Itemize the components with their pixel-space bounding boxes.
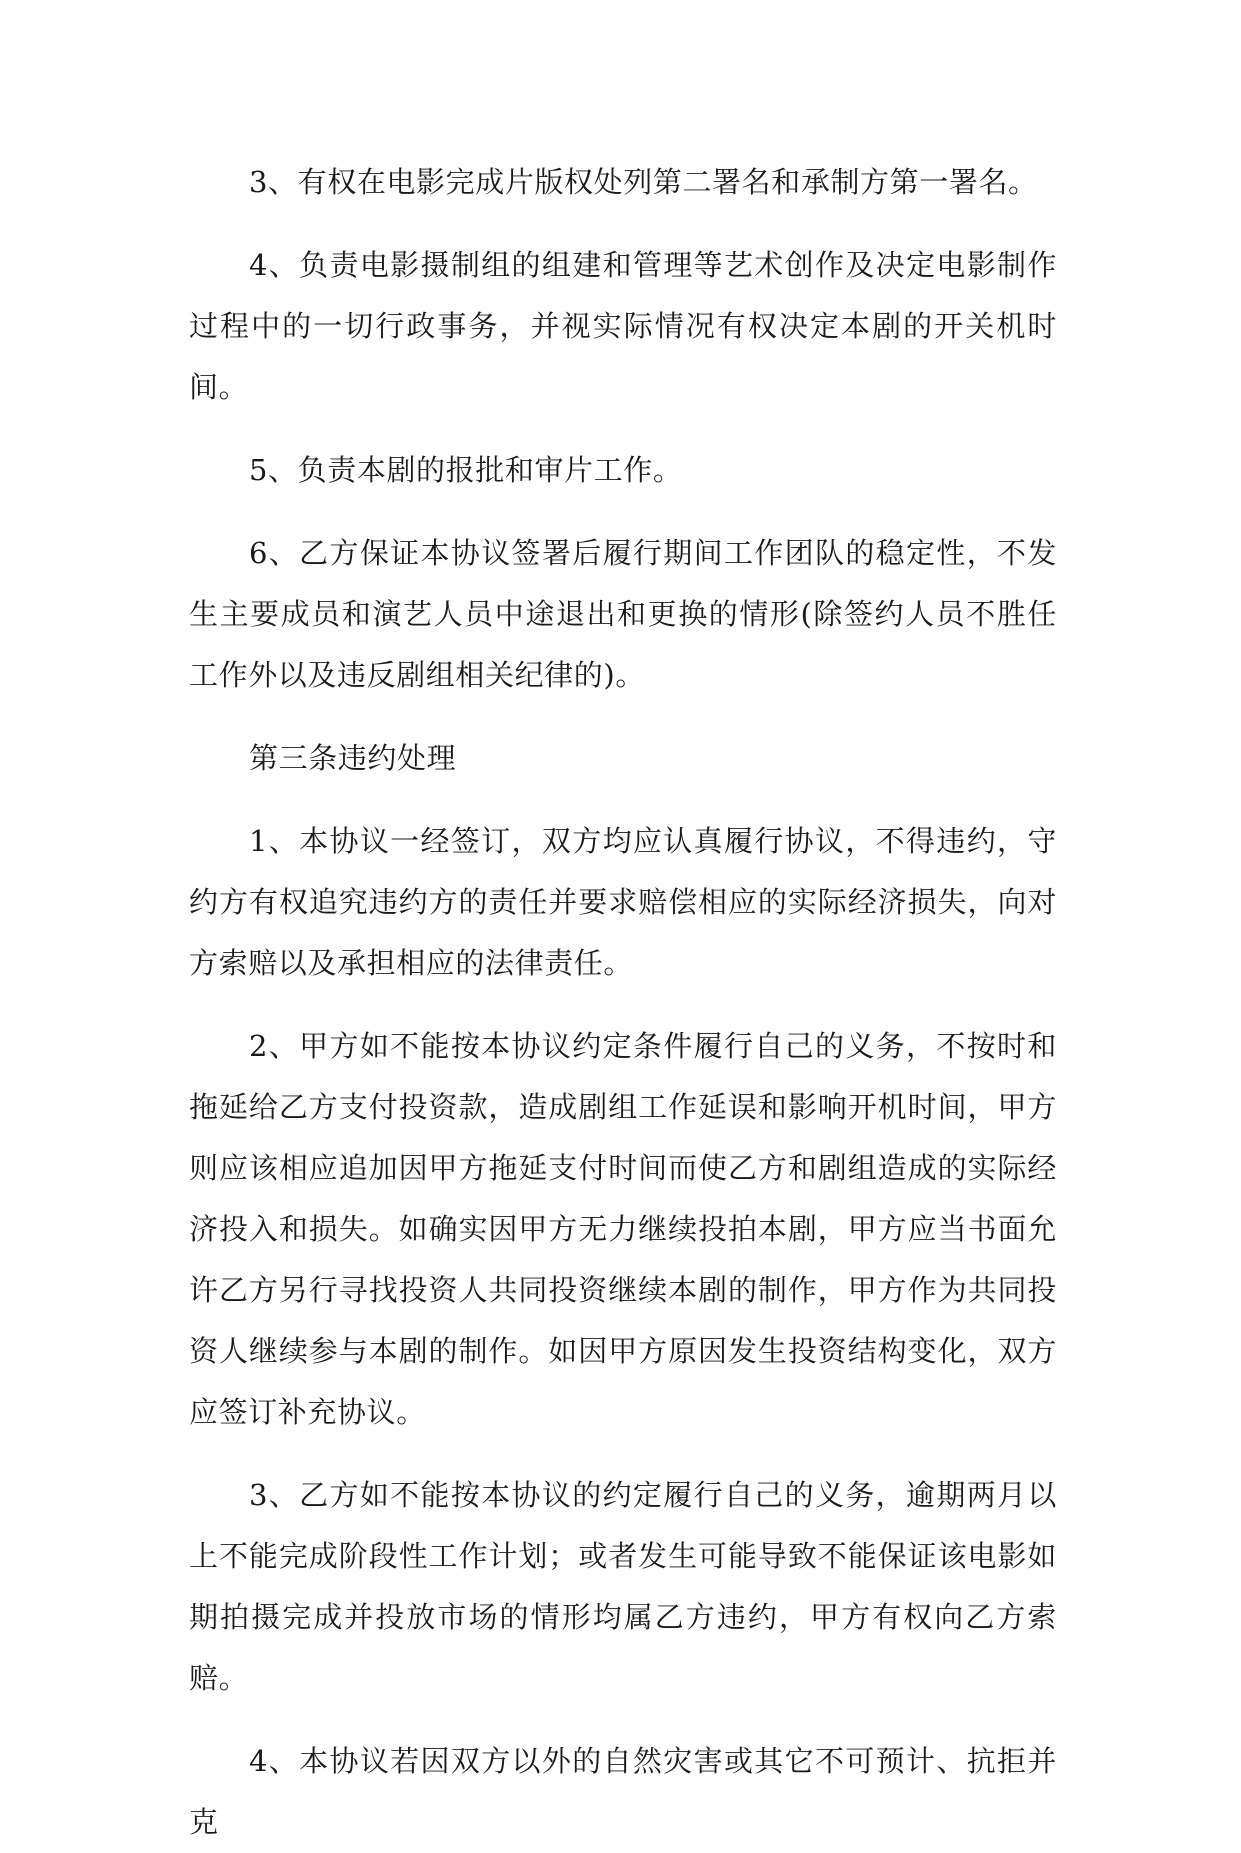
paragraph-clause-4: 4、负责电影摄制组的组建和管理等艺术创作及决定电影制作过程中的一切行政事务，并视实际情况有权决定本剧的开关机时间。 bbox=[189, 248, 1057, 404]
paragraph-breach-1: 1、本协议一经签订，双方均应认真履行协议，不得违约，守约方有权追究违约方的责任并要求赔偿相应的实际经济损失，向对方索赔以及承担相应的法律责任。 bbox=[189, 824, 1057, 980]
paragraph-breach-3: 3、乙方如不能按本协议的约定履行自己的义务，逾期两月以上不能完成阶段性工作计划；或者发生可能导致不能保证该电影如期拍摄完成并投放市场的情形均属乙方违约，甲方有权向乙方索赔。 bbox=[189, 1478, 1057, 1695]
paragraph-clause-6: 6、乙方保证本协议签署后履行期间工作团队的稳定性，不发生主要成员和演艺人员中途退出和更换的情形(除签约人员不胜任工作外以及违反剧组相关纪律的)。 bbox=[189, 536, 1057, 692]
section-heading-article-3: 第三条违约处理 bbox=[249, 741, 457, 775]
paragraph-breach-4: 4、本协议若因双方以外的自然灾害或其它不可预计、抗拒并克 bbox=[189, 1744, 1057, 1839]
paragraph-clause-5: 5、负责本剧的报批和审片工作。 bbox=[249, 453, 683, 487]
document-body bbox=[189, 152, 1057, 1853]
paragraph-breach-2: 2、甲方如不能按本协议约定条件履行自己的义务，不按时和拖延给乙方支付投资款，造成剧组工作延误和影响开机时间，甲方则应该相应追加因甲方拖延支付时间而使乙方和剧组造成的实际经济投入和损失。如确实因甲方无力继续投拍本剧，甲方应当书面允许乙方另行寻找投资人共同投资继续本剧的制作，甲方作为共同投资人继续参与本剧的制作。如因甲方原因发生投资结构变化，双方应签订补充协议。 bbox=[189, 1029, 1057, 1429]
paragraph-clause-3: 3、有权在电影完成片版权处列第二署名和承制方第一署名。 bbox=[249, 165, 1038, 199]
